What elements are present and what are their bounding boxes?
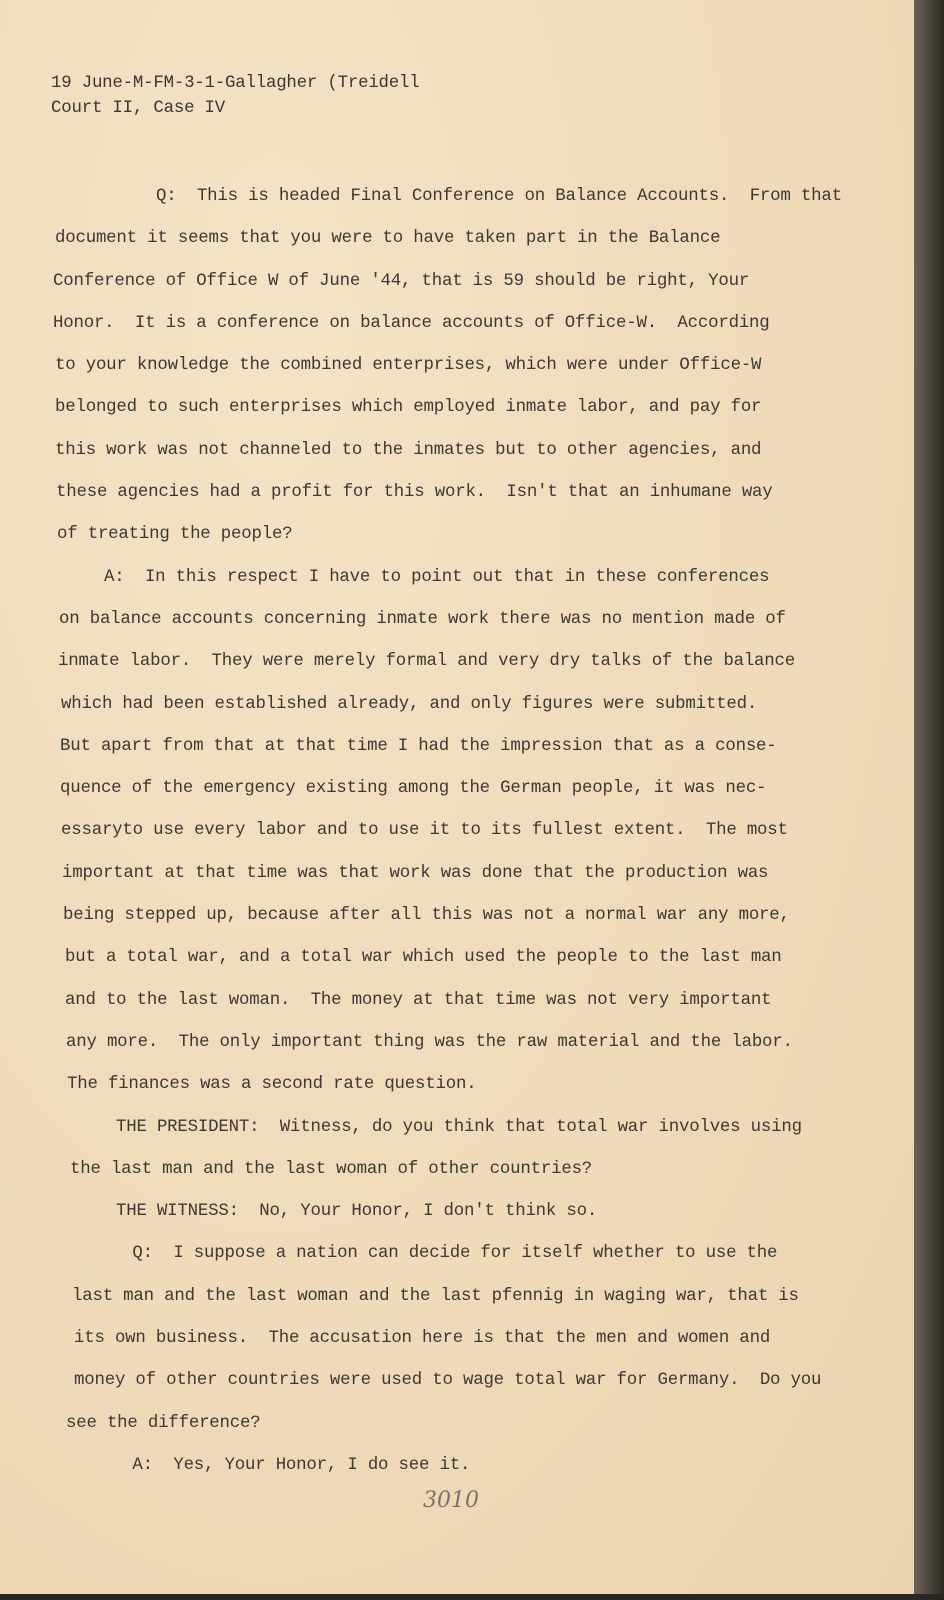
transcript-line: Conference of Office W of June '44, that is 59 should be right, Your xyxy=(53,271,750,291)
transcript-line: its own business. The accusation here is that the men and women and xyxy=(74,1329,771,1349)
transcript-line: Q: I suppose a nation can decide for itself whether to use the xyxy=(132,1244,778,1264)
transcript-line: A: Yes, Your Honor, I do see it. xyxy=(132,1455,471,1475)
transcript-line: THE PRESIDENT: Witness, do you think that total war involves using xyxy=(116,1117,802,1137)
transcript-line: this work was not channeled to the inmates but to other agencies, and xyxy=(55,440,762,460)
transcript-line: the last man and the last woman of other countries? xyxy=(70,1159,593,1179)
transcript-line: The finances was a second rate question. xyxy=(67,1075,477,1095)
transcript-line: and to the last woman. The money at that time was not very important xyxy=(65,990,772,1010)
transcript-line: Honor. It is a conference on balance accounts of Office-W. According xyxy=(53,313,770,333)
transcript-line: which had been established already, and only figures were submitted. xyxy=(61,694,758,714)
transcript-line: to your knowledge the combined enterprises, which were under Office-W xyxy=(55,356,762,376)
transcript-line: money of other countries were used to wage total war for Germany. Do you xyxy=(74,1371,822,1391)
transcript-line: on balance accounts concerning inmate work there was no mention made of xyxy=(59,609,786,629)
transcript-line: important at that time was that work was done that the production was xyxy=(62,863,769,883)
scan-bottom-edge xyxy=(0,1594,944,1600)
transcript-line: Q: This is headed Final Conference on Balance Accounts. From that xyxy=(156,187,842,206)
transcript-line: A: In this respect I have to point out that in these conferences xyxy=(104,567,770,587)
transcript-line: of treating the people? xyxy=(57,525,293,545)
transcript-line: see the difference? xyxy=(66,1413,261,1433)
transcript-line: But apart from that at that time I had the impression that as a conse- xyxy=(60,736,777,756)
scan-edge xyxy=(914,0,944,1600)
transcript-line: document it seems that you were to have taken part in the Balance xyxy=(55,229,721,249)
transcript-line: inmate labor. They were merely formal and very dry talks of the balance xyxy=(58,652,795,672)
transcript-line: THE WITNESS: No, Your Honor, I don't think so. xyxy=(116,1202,598,1222)
transcript-line: last man and the last woman and the last pfennig in waging war, that is xyxy=(72,1286,799,1306)
transcript-line: belonged to such enterprises which employed inmate labor, and pay for xyxy=(55,398,762,418)
transcript-line: these agencies had a profit for this work. Isn't that an inhumane way xyxy=(56,483,773,503)
transcript-body xyxy=(0,183,842,1494)
transcript-line: any more. The only important thing was the raw material and the labor. xyxy=(66,1032,793,1052)
header-court-line: Court II, Case IV xyxy=(51,99,226,118)
transcript-line: but a total war, and a total war which used the people to the last man xyxy=(65,948,782,968)
header-reference-line: 19 June-M-FM-3-1-Gallagher (Treidell xyxy=(51,74,420,93)
transcript-line: quence of the emergency existing among the German people, it was nec- xyxy=(60,779,767,799)
transcript-line: being stepped up, because after all this was not a normal war any more, xyxy=(63,906,790,926)
transcript-line: essaryto use every labor and to use it to its fullest extent. The most xyxy=(61,821,788,841)
page-number: 3010 xyxy=(423,1488,479,1513)
